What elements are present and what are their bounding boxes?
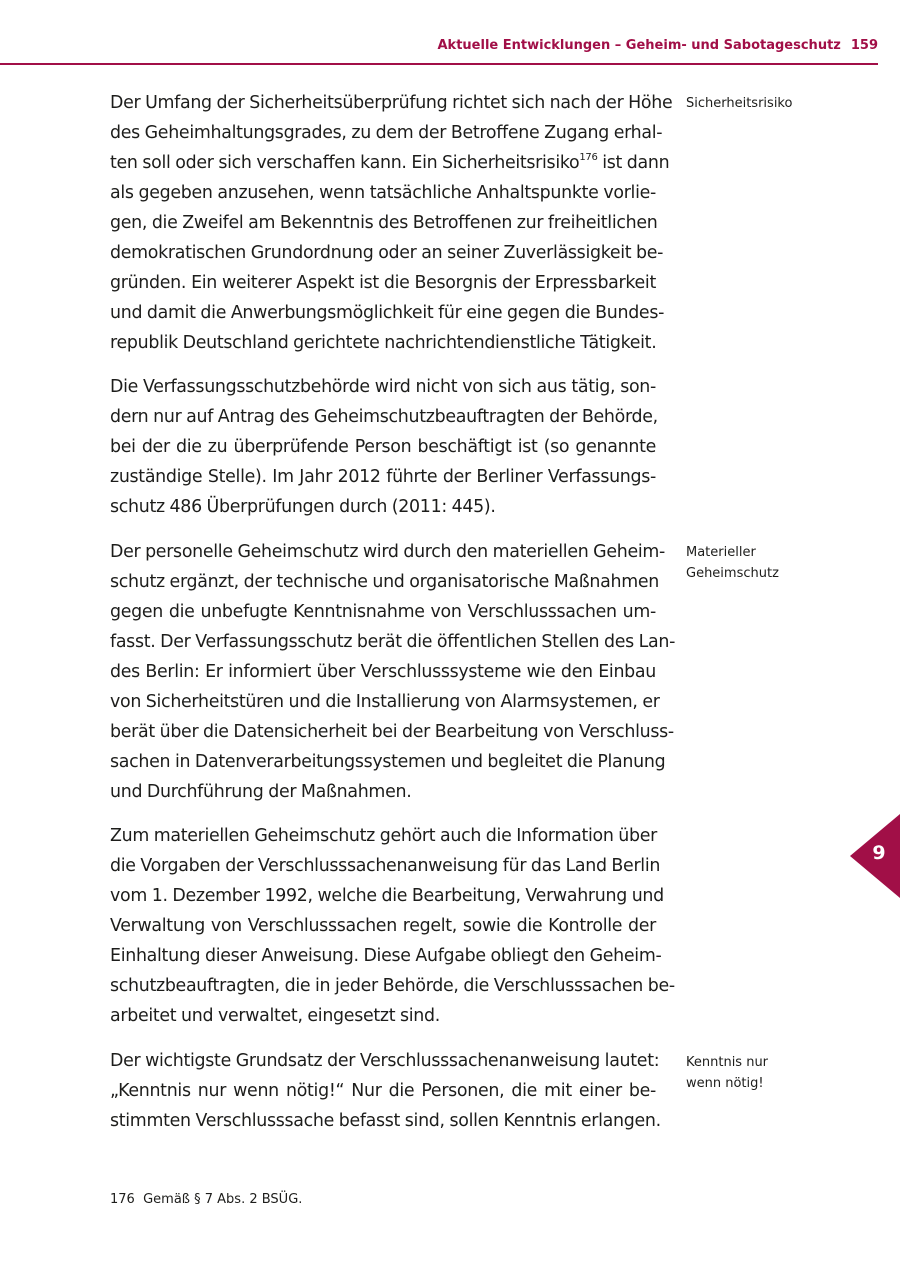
paragraph-1: [110, 88, 673, 358]
text-line: schutzbeauftragten, die in jeder Behörde, die Verschlusssachen be-: [110, 976, 675, 996]
margin-note-materieller-geheimschutz: [686, 542, 866, 584]
text-line: vom 1. Dezember 1992, welche die Bearbeitung, Verwahrung und: [110, 886, 664, 906]
chapter-tab[interactable]: [850, 814, 900, 898]
paragraph-5: [110, 1046, 661, 1136]
text-line: von Sicherheitstüren und die Installierung von Alarmsystemen, er: [110, 692, 660, 712]
header-rule: [0, 63, 878, 65]
text-line: schutz 486 Überprüfungen durch (2011: 445).: [110, 497, 496, 517]
margin-note-sicherheitsrisiko: [686, 93, 866, 114]
text-line: berät über die Datensicherheit bei der Bearbeitung von Verschluss-: [110, 722, 674, 742]
text-line: gen, die Zweifel am Bekenntnis des Betroffenen zur freiheitlichen: [110, 213, 658, 233]
text-line: Verwaltung von Verschlusssachen regelt, sowie die Kontrolle der: [110, 916, 656, 936]
text-line: Zum materiellen Geheimschutz gehört auch die Information über: [110, 826, 658, 846]
footnote-number: 176: [110, 1192, 135, 1207]
text-line: demokratischen Grundordnung oder an seiner Zuverlässigkeit be-: [110, 243, 664, 263]
text-line: des Berlin: Er informiert über Verschlusssysteme wie den Einbau: [110, 662, 656, 682]
text-line: des Geheimhaltungsgrades, zu dem der Betroffene Zugang erhal-: [110, 123, 663, 143]
footnote-text: Gemäß § 7 Abs. 2 BSÜG.: [143, 1192, 303, 1207]
text-line: sachen in Datenverarbeitungssystemen und begleitet die Planung: [110, 752, 666, 772]
margin-note-line: Geheimschutz: [686, 566, 779, 581]
text-line: republik Deutschland gerichtete nachrichtendienstliche Tätigkeit.: [110, 333, 657, 353]
page-number: 159: [850, 38, 878, 53]
margin-note-line: Materieller: [686, 545, 756, 560]
text-line: [110, 148, 670, 178]
text-line: Einhaltung dieser Anweisung. Diese Aufgabe obliegt den Geheim-: [110, 946, 662, 966]
text-line: bei der die zu überprüfende Person beschäftigt ist (so genannte: [110, 437, 656, 457]
text-line: schutz ergänzt, der technische und organisatorische Maßnahmen: [110, 572, 659, 592]
text-line: stimmten Verschlusssache befasst sind, sollen Kenntnis erlangen.: [110, 1111, 661, 1131]
chapter-number: 9: [872, 842, 886, 864]
text-line-part: ist dann: [597, 153, 670, 173]
text-line: als gegeben anzusehen, wenn tatsächliche Anhaltspunkte vorlie-: [110, 183, 656, 203]
margin-note-kenntnis: [686, 1052, 866, 1094]
text-line: gründen. Ein weiterer Aspekt ist die Besorgnis der Erpressbarkeit: [110, 273, 656, 293]
text-line: arbeitet und verwaltet, eingesetzt sind.: [110, 1006, 440, 1026]
text-line: die Vorgaben der Verschlusssachenanweisung für das Land Berlin: [110, 856, 661, 876]
paragraph-3: [110, 537, 676, 807]
footnote-reference[interactable]: 176: [579, 152, 598, 164]
margin-note-line: Kenntnis nur: [686, 1055, 769, 1070]
paragraph-2: [110, 372, 656, 522]
text-line-part: ten soll oder sich verschaffen kann. Ein Sicherheitsrisiko: [110, 153, 580, 173]
text-line: und damit die Anwerbungsmöglichkeit für eine gegen die Bundes-: [110, 303, 665, 323]
margin-note-line: Sicherheitsrisiko: [686, 96, 793, 111]
text-line: Der Umfang der Sicherheitsüberprüfung richtet sich nach der Höhe: [110, 93, 673, 113]
margin-note-line: wenn nötig!: [686, 1076, 764, 1091]
text-line: gegen die unbefugte Kenntnisnahme von Verschlusssachen um-: [110, 602, 656, 622]
footnote: [110, 1190, 302, 1210]
text-line: Der wichtigste Grundsatz der Verschlusssachenanweisung lautet:: [110, 1051, 660, 1071]
text-line: Der personelle Geheimschutz wird durch den materiellen Geheim-: [110, 542, 666, 562]
text-line: Die Verfassungsschutzbehörde wird nicht von sich aus tätig, son-: [110, 377, 656, 397]
text-line: „Kenntnis nur wenn nötig!“ Nur die Personen, die mit einer be-: [110, 1081, 656, 1101]
running-header: [0, 38, 878, 62]
text-line: fasst. Der Verfassungsschutz berät die öffentlichen Stellen des Lan-: [110, 632, 676, 652]
text-line: zuständige Stelle). Im Jahr 2012 führte der Berliner Verfassungs-: [110, 467, 656, 487]
running-title: Aktuelle Entwicklungen – Geheim- und Sabotageschutz: [437, 38, 841, 53]
text-line: dern nur auf Antrag des Geheimschutzbeauftragten der Behörde,: [110, 407, 658, 427]
paragraph-4: [110, 821, 675, 1031]
text-line: und Durchführung der Maßnahmen.: [110, 782, 412, 802]
